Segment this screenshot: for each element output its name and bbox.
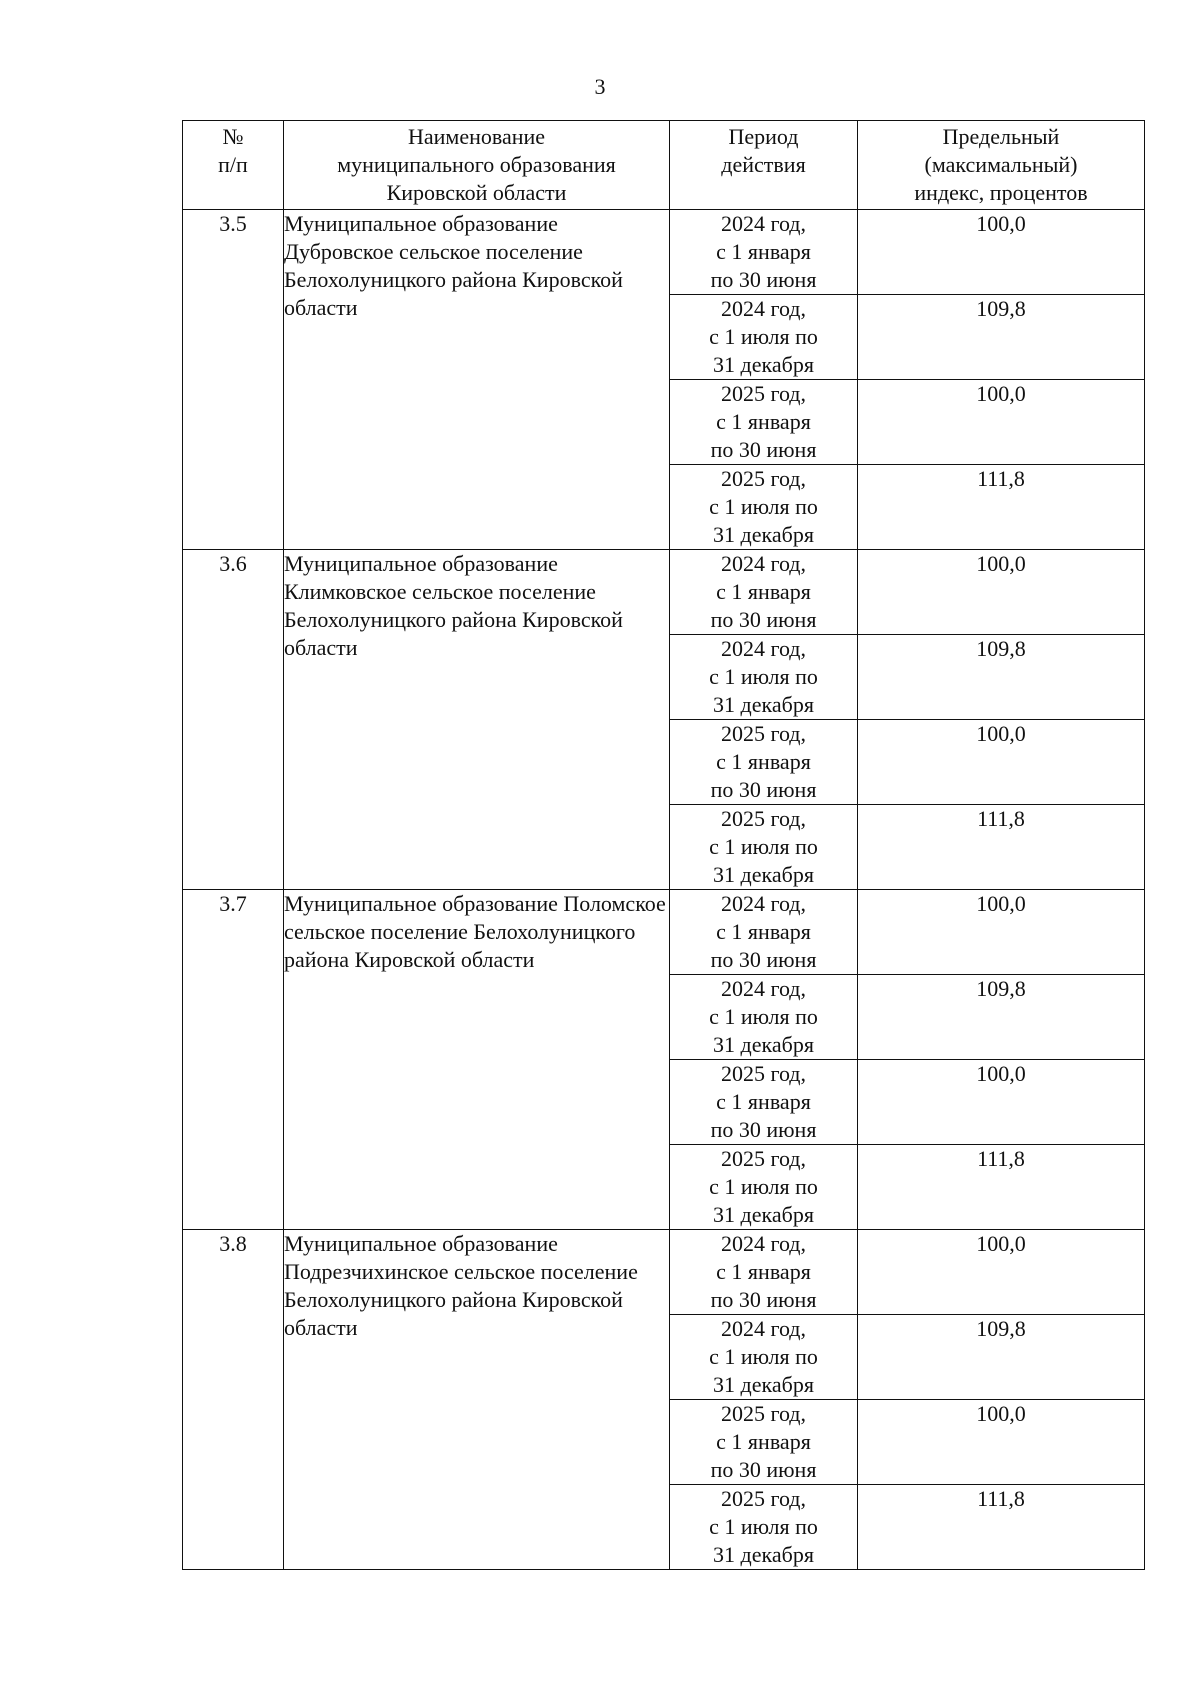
index-cell: 100,0: [858, 1230, 1145, 1315]
index-cell: 109,8: [858, 295, 1145, 380]
municipality-name: Муниципальное образование Подрезчихинское сельское поселение Белохолуницкого района Кировской области: [284, 1230, 670, 1570]
index-cell: 109,8: [858, 1315, 1145, 1400]
index-cell: 111,8: [858, 465, 1145, 550]
index-cell: 100,0: [858, 890, 1145, 975]
index-cell: 100,0: [858, 1060, 1145, 1145]
table-header-row: [183, 121, 1145, 210]
period-cell: 2025 год, с 1 января по 30 июня: [670, 1060, 858, 1145]
period-cell: 2024 год, с 1 января по 30 июня: [670, 550, 858, 635]
header-num: № п/п: [183, 121, 284, 210]
index-cell: 100,0: [858, 1400, 1145, 1485]
row-number: 3.6: [183, 550, 284, 890]
table-row: [183, 210, 1145, 295]
index-cell: 100,0: [858, 210, 1145, 295]
table-row: [183, 550, 1145, 635]
index-cell: 109,8: [858, 975, 1145, 1060]
period-cell: 2025 год, с 1 июля по 31 декабря: [670, 1145, 858, 1230]
row-number: 3.7: [183, 890, 284, 1230]
header-name: Наименование муниципального образования Кировской области: [284, 121, 670, 210]
period-cell: 2025 год, с 1 июля по 31 декабря: [670, 465, 858, 550]
tariff-index-table: [182, 120, 1145, 1570]
page-number: 3: [594, 74, 606, 99]
period-cell: 2024 год, с 1 января по 30 июня: [670, 210, 858, 295]
period-cell: 2025 год, с 1 января по 30 июня: [670, 1400, 858, 1485]
index-cell: 111,8: [858, 1485, 1145, 1570]
index-cell: 109,8: [858, 635, 1145, 720]
header-index: Предельный (максимальный) индекс, процентов: [858, 121, 1145, 210]
index-cell: 111,8: [858, 805, 1145, 890]
municipality-name: Муниципальное образование Климковское сельское поселение Белохолуницкого района Кировской области: [284, 550, 670, 890]
table-body: [183, 210, 1145, 1570]
period-cell: 2024 год, с 1 июля по 31 декабря: [670, 295, 858, 380]
period-cell: 2024 год, с 1 января по 30 июня: [670, 890, 858, 975]
table-row: [183, 890, 1145, 975]
index-cell: 100,0: [858, 550, 1145, 635]
row-number: 3.5: [183, 210, 284, 550]
header-period: Период действия: [670, 121, 858, 210]
period-cell: 2024 год, с 1 июля по 31 декабря: [670, 635, 858, 720]
period-cell: 2024 год, с 1 июля по 31 декабря: [670, 1315, 858, 1400]
index-cell: 100,0: [858, 720, 1145, 805]
period-cell: 2025 год, с 1 января по 30 июня: [670, 380, 858, 465]
period-cell: 2024 год, с 1 января по 30 июня: [670, 1230, 858, 1315]
period-cell: 2025 год, с 1 июля по 31 декабря: [670, 1485, 858, 1570]
municipality-name: Муниципальное образование Поломское сельское поселение Белохолуницкого района Кировской области: [284, 890, 670, 1230]
row-number: 3.8: [183, 1230, 284, 1570]
index-cell: 111,8: [858, 1145, 1145, 1230]
index-cell: 100,0: [858, 380, 1145, 465]
period-cell: 2025 год, с 1 января по 30 июня: [670, 720, 858, 805]
period-cell: 2024 год, с 1 июля по 31 декабря: [670, 975, 858, 1060]
period-cell: 2025 год, с 1 июля по 31 декабря: [670, 805, 858, 890]
municipality-name: Муниципальное образование Дубровское сельское поселение Белохолуницкого района Кировской области: [284, 210, 670, 550]
table-row: [183, 1230, 1145, 1315]
